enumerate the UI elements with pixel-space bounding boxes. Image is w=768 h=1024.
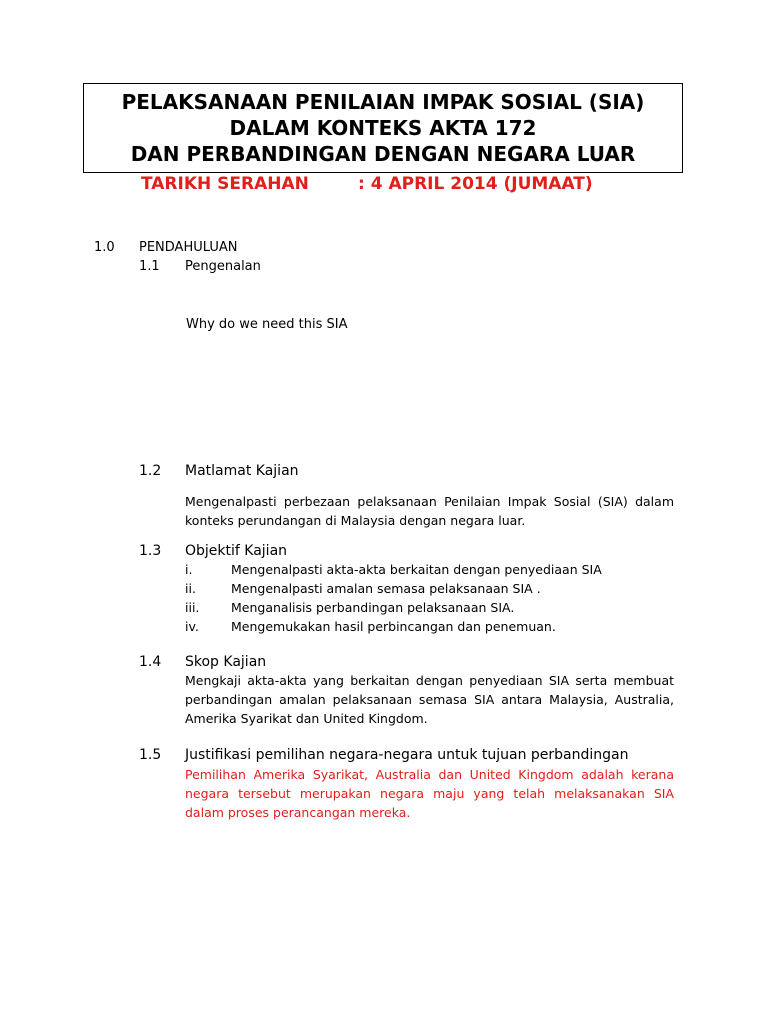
scope-paragraph: Mengkaji akta-akta yang berkaitan dengan penyediaan SIA serta membuat perbandingan amalan pelaksanaan semasa SIA antara Malaysia, Australia, Amerika Syarikat dan United Kingdom. <box>185 673 674 726</box>
subsection-heading-1-2: Matlamat Kajian <box>185 463 299 479</box>
subsection-number-1-3: 1.3 <box>139 543 162 559</box>
section-heading: PENDAHULUAN <box>139 240 238 255</box>
list-item-text: Menganalisis perbandingan pelaksanaan SIA. <box>231 600 515 615</box>
title-line-3: DAN PERBANDINGAN DENGAN NEGARA LUAR <box>130 142 636 166</box>
list-item-number: iv. <box>185 619 199 634</box>
intro-question: Why do we need this SIA <box>186 317 348 332</box>
subsection-number-1-1: 1.1 <box>139 259 160 274</box>
subsection-number-1-4: 1.4 <box>139 654 162 670</box>
list-item-number: i. <box>185 562 193 577</box>
list-item-number: iii. <box>185 600 200 615</box>
subsection-number-1-5: 1.5 <box>139 747 162 763</box>
subsection-heading-1-5: Justifikasi pemilihan negara-negara untuk tujuan perbandingan <box>185 747 629 763</box>
list-item <box>185 598 674 617</box>
subsection-heading-1-1: Pengenalan <box>185 259 261 274</box>
list-item <box>185 560 674 579</box>
section-number: 1.0 <box>94 240 115 255</box>
list-item <box>185 617 674 636</box>
list-item-text: Mengenalpasti amalan semasa pelaksanaan SIA . <box>231 581 541 596</box>
list-item-text: Mengemukakan hasil perbincangan dan penemuan. <box>231 619 556 634</box>
list-item-text: Mengenalpasti akta-akta berkaitan dengan penyediaan SIA <box>231 562 602 577</box>
submission-value: : 4 APRIL 2014 (JUMAAT) <box>358 174 593 194</box>
list-item-number: ii. <box>185 581 196 596</box>
title-line-2: DALAM KONTEKS AKTA 172 <box>229 116 537 140</box>
list-item <box>185 579 674 598</box>
subsection-heading-1-3: Objektif Kajian <box>185 543 288 559</box>
aim-paragraph: Mengenalpasti perbezaan pelaksanaan Penilaian Impak Sosial (SIA) dalam konteks perundangan di Malaysia dengan negara luar. <box>185 494 674 528</box>
submission-label: TARIKH SERAHAN <box>141 174 309 194</box>
justification-paragraph: Pemilihan Amerika Syarikat, Australia dan United Kingdom adalah kerana negara tersebut merupakan negara maju yang telah melaksanakan SIA dalam proses perancangan mereka. <box>185 767 674 820</box>
subsection-heading-1-4: Skop Kajian <box>185 654 267 670</box>
title-line-1: PELAKSANAAN PENILAIAN IMPAK SOSIAL (SIA) <box>121 90 645 114</box>
objectives-list <box>185 560 674 636</box>
subsection-number-1-2: 1.2 <box>139 463 162 479</box>
